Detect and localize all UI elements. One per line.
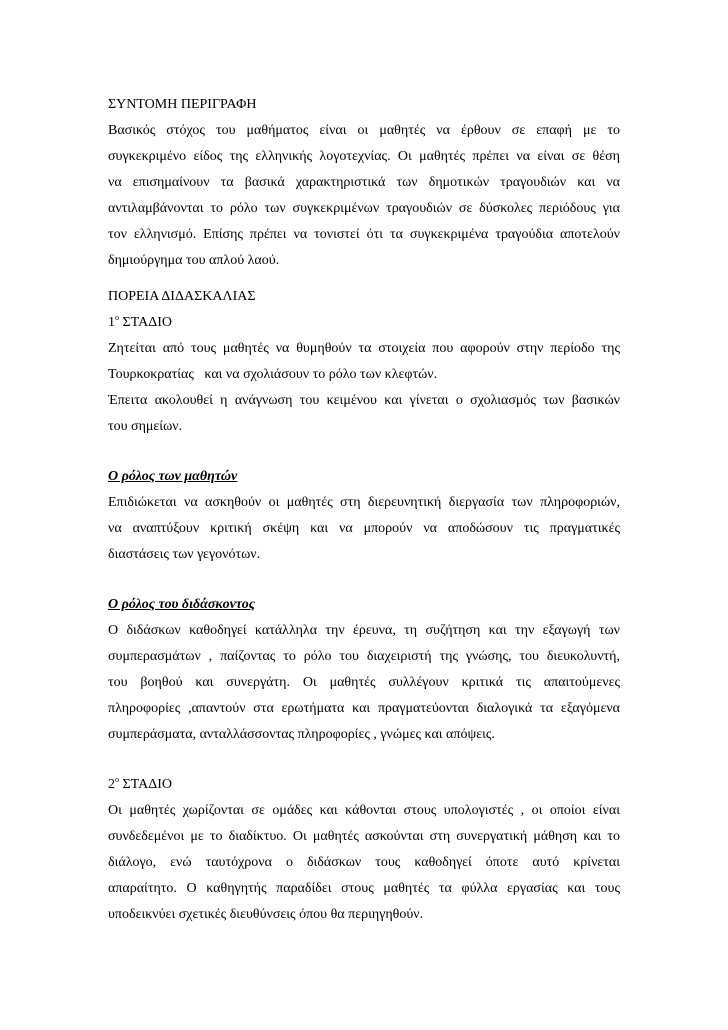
procedure-heading: ΠΟΡΕΙΑ ΔΙΔΑΣΚΑΛΙΑΣ [108,289,256,304]
students-role-heading: Ο ρόλος των μαθητών [108,469,238,484]
teacher-role-line: Ο διδάσκων καθοδηγεί κατάλληλα την έρευνα, τη συζήτηση και την εξαγωγή των [108,623,620,638]
students-role-line: Επιδιώκεται να ασκηθούν οι μαθητές στη διερευνητική διεργασία των πληροφοριών, [108,495,620,510]
stage2-line: διάλογο, ενώ ταυτόχρονα ο διδάσκων τους καθοδηγεί όποτε αυτό κρίνεται [108,855,620,870]
stage1-line: Ζητείται από τους μαθητές να θυμηθούν τα στοιχεία που αφορούν στην περίοδο της [108,341,620,356]
stage2-line: απαραίτητο. Ο καθηγητής παραδίδει στους μαθητές τα φύλλα εργασίας και τους [108,881,620,896]
summary-line: αντιλαμβάνονται το ρόλο των συγκεκριμένων τραγουδιών σε δύσκολες περιόδους για [108,201,620,216]
stage2-line: Οι μαθητές χωρίζονται σε ομάδες και κάθονται στους υπολογιστές , οι οποίοι είναι [108,803,620,818]
summary-line: συγκεκριμένο είδος της ελληνικής λογοτεχνίας. Οι μαθητές πρέπει να είναι σε θέση [108,149,620,164]
teacher-role-line: του βοηθού και συνεργάτη. Οι μαθητές συλλέγουν κριτικά τις απαιτούμενες [108,675,620,690]
teacher-role-line: συμπεράσματα, ανταλλάσσοντας πληροφορίες , γνώμες και απόψεις. [108,727,495,742]
students-role-line: διαστάσεις των γεγονότων. [108,547,261,562]
stage2-line: συνδεδεμένοι με το διαδίκτυο. Οι μαθητές ασκούνται στη συνεργατική μάθηση και το [108,829,620,844]
stage2-line: υποδεικνύει σχετικές διευθύνσεις όπου θα περιηγηθούν. [108,907,424,922]
teacher-role-heading: Ο ρόλος του διδάσκοντος [108,597,256,612]
stage1-superscript: ο [115,313,119,322]
stage2-superscript: ο [115,775,119,784]
teacher-role-line: συμπερασμάτων , παίζοντας το ρόλο του διαχειριστή της γνώσης, του διευκολυντή, [108,649,620,664]
stage1-number: 1 [108,315,115,330]
stage1-line: Έπειτα ακολουθεί η ανάγνωση του κειμένου και γίνεται ο σχολιασμός των βασικών [108,393,620,408]
summary-line: δημιούργημα του απλού λαού. [108,253,280,268]
summary-line: τον ελληνισμό. Επίσης πρέπει να τονιστεί ότι τα συγκεκριμένα τραγούδια αποτελούν [108,227,620,242]
summary-line: να επισημαίνουν τα βασικά χαρακτηριστικά των δημοτικών τραγουδιών και να [108,175,620,190]
document-page [108,92,620,928]
students-role-line: να αναπτύξουν κριτική σκέψη και να μπορούν να αποδώσουν τις πραγματικές [108,521,620,536]
stage2-heading [108,772,620,798]
stage1-label: ΣΤΑΔΙΟ [119,315,172,330]
stage2-number: 2 [108,777,115,792]
summary-heading: ΣΥΝΤΟΜΗ ΠΕΡΙΓΡΑΦΗ [108,97,257,112]
summary-line: Βασικός στόχος του μαθήματος είναι οι μαθητές να έρθουν σε επαφή με το [108,123,620,138]
stage1-line: του σημείων. [108,419,183,434]
stage1-line: Τουρκοκρατίας και να σχολιάσουν το ρόλο των κλεφτών. [108,367,438,382]
stage2-label: ΣΤΑΔΙΟ [119,777,172,792]
stage1-heading [108,310,620,336]
teacher-role-line: πληροφορίες ,απαντούν στα ερωτήματα και πραγματεύονται διαλογικά τα εξαγόμενα [108,701,620,716]
